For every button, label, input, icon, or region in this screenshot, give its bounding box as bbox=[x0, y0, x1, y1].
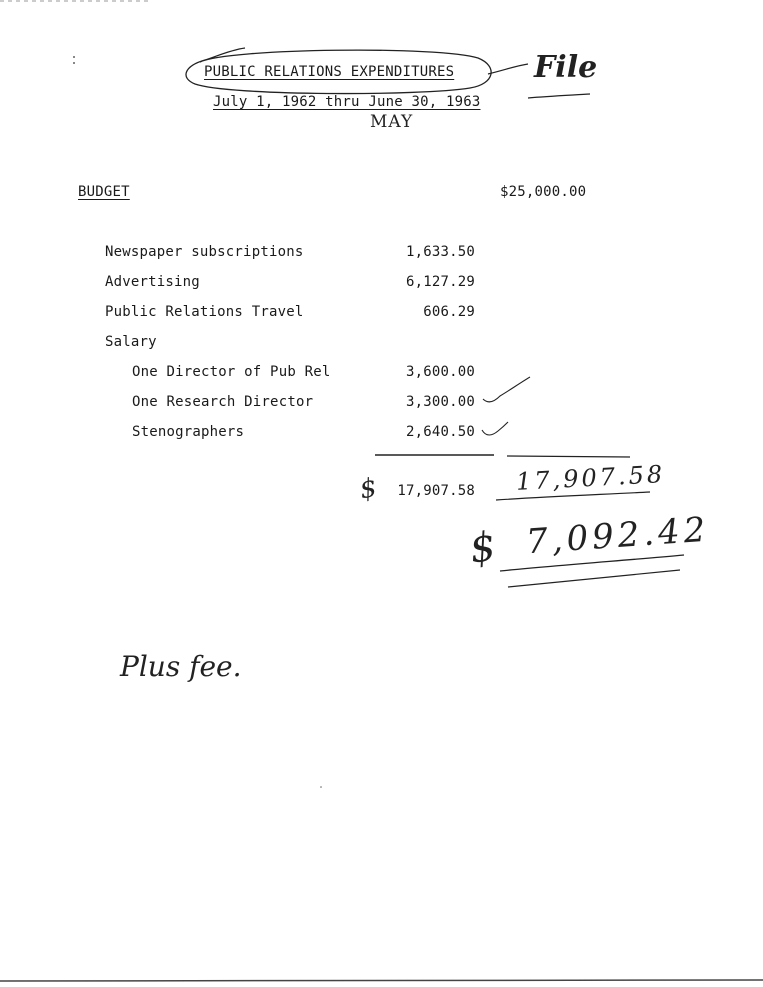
handwritten-total: 17,907.58 bbox=[515, 460, 666, 496]
item-amount-research-director: 3,300.00 bbox=[405, 394, 475, 410]
item-label-research-director: One Research Director bbox=[132, 394, 314, 410]
typed-total-amount: 17,907.58 bbox=[397, 483, 475, 499]
item-label-salary: Salary bbox=[105, 334, 157, 350]
item-label-stenographers: Stenographers bbox=[132, 424, 245, 440]
typed-total-dollar-mark: $ bbox=[357, 472, 380, 506]
handwritten-balance: 7,092.42 bbox=[524, 509, 711, 563]
item-label-advertising: Advertising bbox=[105, 274, 200, 290]
handwritten-balance-dollar-mark: $ bbox=[466, 523, 499, 573]
item-amount-newspaper: 1,633.50 bbox=[405, 244, 475, 260]
handwritten-file-mark: File bbox=[534, 50, 598, 85]
budget-amount: $25,000.00 bbox=[500, 184, 587, 200]
handwritten-month-note: MAY bbox=[370, 112, 414, 132]
budget-label: BUDGET bbox=[78, 184, 130, 200]
item-amount-director-pub-rel: 3,600.00 bbox=[405, 364, 475, 380]
document-period: July 1, 1962 thru June 30, 1963 bbox=[213, 94, 481, 110]
item-amount-travel: 606.29 bbox=[423, 304, 475, 320]
document-title: PUBLIC RELATIONS EXPENDITURES bbox=[204, 64, 455, 80]
item-label-travel: Public Relations Travel bbox=[105, 304, 304, 320]
item-amount-advertising: 6,127.29 bbox=[405, 274, 475, 290]
item-label-newspaper: Newspaper subscriptions bbox=[105, 244, 304, 260]
handwritten-footer-note: Plus fee. bbox=[120, 650, 242, 683]
item-amount-stenographers: 2,640.50 bbox=[405, 424, 475, 440]
item-label-director-pub-rel: One Director of Pub Rel bbox=[132, 364, 331, 380]
